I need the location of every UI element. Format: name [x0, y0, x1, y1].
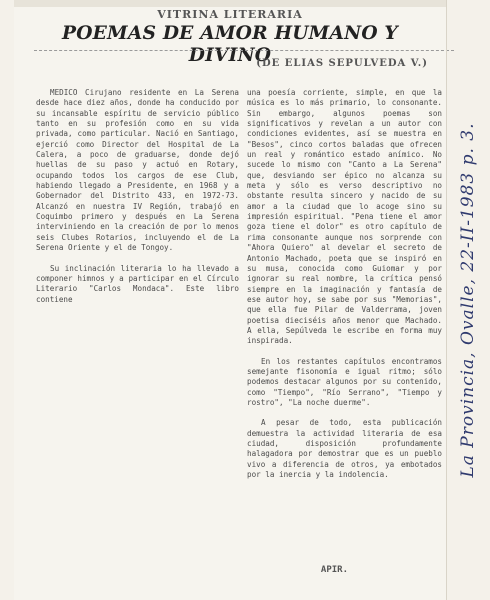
article-column-left [36, 88, 239, 315]
right-paragraph-3: A pesar de todo, esta publicación demuestra la actividad literaria de esa ciudad, disposición profundamente halagadora por demostrar que es un pueblo vivo a diferencia de otros, ya embotados por la inercia y la indolencia. [247, 418, 442, 480]
article-headline: POEMAS DE AMOR HUMANO Y DIVINO [62, 22, 398, 66]
right-paragraph-2: En los restantes capítulos encontramos semejante fisonomía e igual ritmo; sólo podemos destacar algunos por su contenido, como "Tiempo", "Río Serrano", "Tiempo y rostro", "La noche duerme". [247, 356, 442, 407]
article-byline: (DE ELIAS SEPULVEDA V.) [256, 58, 428, 69]
newspaper-clipping [14, 0, 446, 600]
clipping-top-edge [14, 0, 446, 7]
article-signature: APIR. [320, 565, 348, 575]
right-paragraph-1: una poesía corriente, simple, en que la música es lo más primario, lo consonante. Sin embargo, algunos poemas son significativos y revelan a un autor con condiciones evidentes, así se muestra en "Besos", cinco cortos baladas que ofrecen un real y romántico estado anímico. No sucede lo mismo con "Canto a La Serena" que, desviando ser épico no alcanza su meta y sólo es verso descriptivo no obstante resulta sincero y nacido de su amor a la ciudad que lo acoge sino su impresión espiritual. "Pena tiene el amor goza tiene el dolor" es otro capítulo de rima consonante aunque nos sorprende con "Ahora Quiero" al develar el secreto de Antonio Machado, poeta que se inspiró en su musa, conocida como Guiomar y por ignorar su real nombre, la crítica pensó siempre en la imaginación y fantasía de ese autor hoy, se sabe por sus "Memorias", que ella fue Pilar de Valderrama, joven poetisa dieciséis años menor que Machado. A ella, Sepúlveda le escribe en forma muy inspirada. [247, 88, 442, 346]
article-column-right [247, 88, 442, 490]
left-paragraph-1: MEDICO Cirujano residente en La Serena desde hace diez años, donde ha conducido por su incansable espíritu de servicio público tanto en su profesión como en su vida privada, como particular. Nació en Santiago, ejerció como Director del Hospital de La Calera, a poco de graduarse, donde dejó huellas de su paso y actuó en Rotary, ocupando todos los cargos de ese Club, habiendo llegado a Presidente, en 1968 y a Gobernador del Distrito 433, en 1972-73. Alcanzó en nuestra IV Región, trabajó en Coquimbo primero y después en La Serena interviniendo en la creación de por lo menos seis Clubes Rotarios, incluyendo el de La Serena Oriente y el de Tongoy. [36, 88, 239, 253]
left-paragraph-2: Su inclinación literaria lo ha llevado a componer himnos y a participar en el Círculo Literario "Carlos Mondaca". Este libro contiene [36, 263, 239, 304]
handwritten-source-note: La Provincia, Ovalle, 22-II-1983 p. 3. [458, 122, 478, 478]
headline-divider [34, 50, 454, 51]
clipping-edge [446, 0, 447, 600]
section-kicker: VITRINA LITERARIA [157, 8, 303, 21]
